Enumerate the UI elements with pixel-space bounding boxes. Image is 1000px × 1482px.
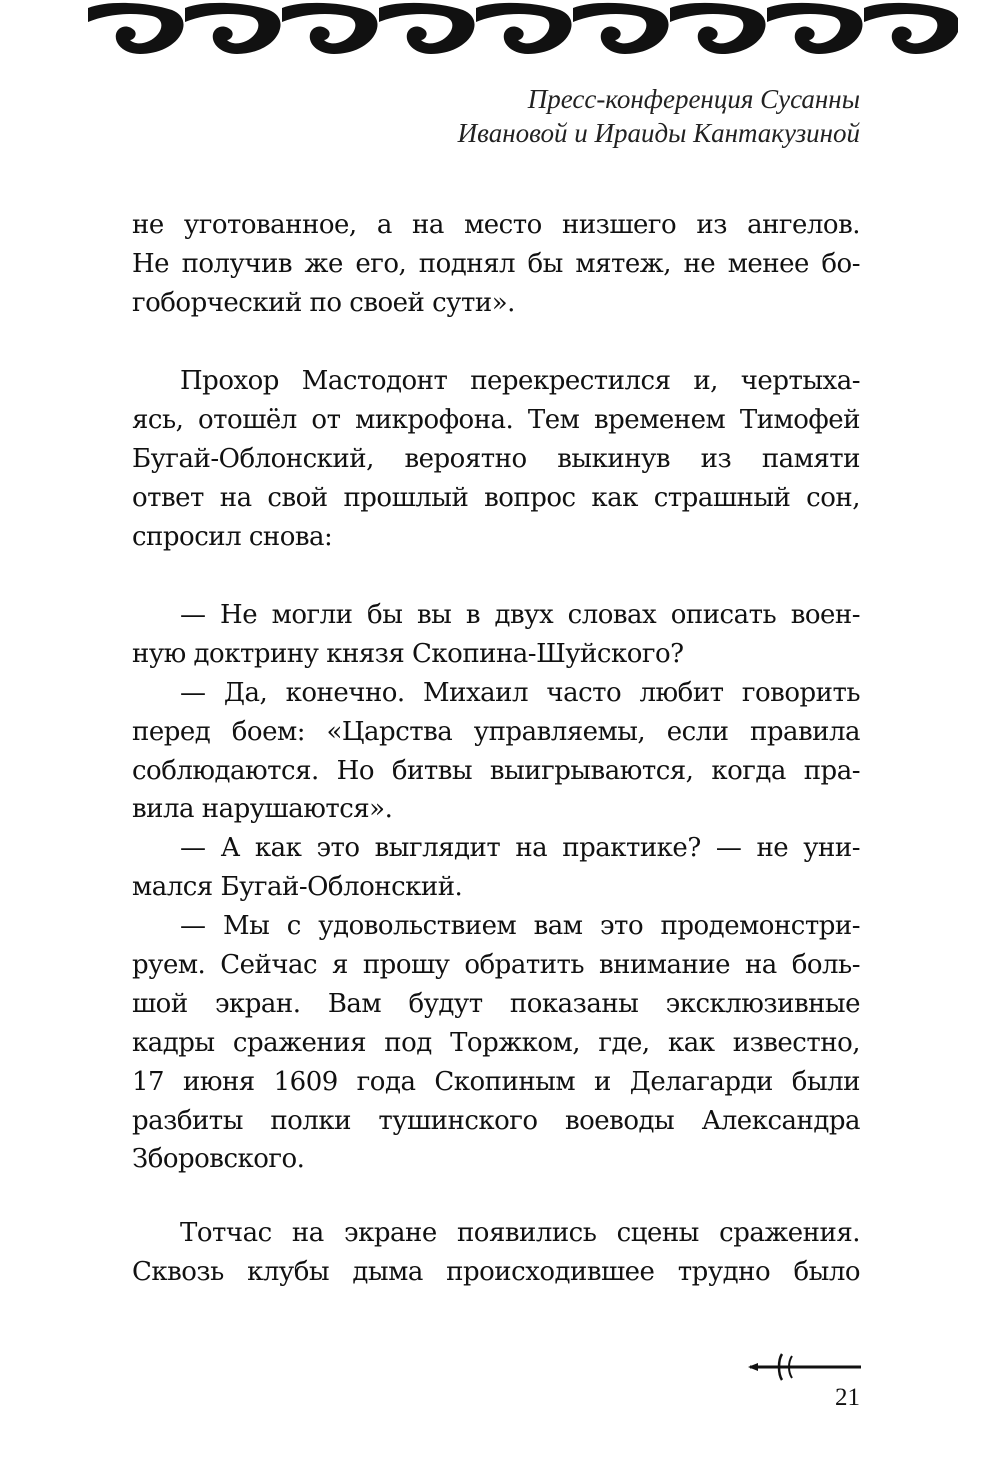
scroll-wave-ornament-icon (88, 0, 958, 60)
text-line: спросил снова: (132, 521, 333, 552)
dialogue-line: перед боем: «Царства управляемы, если правила (132, 716, 860, 747)
scroll-wave-motif (864, 3, 958, 54)
dialogue-block (132, 596, 860, 1179)
paragraph-continuation (132, 206, 860, 323)
page-number: 21 (835, 1384, 860, 1411)
scroll-wave-motif (476, 3, 572, 54)
dialogue-line: шой экран. Вам будут показаны эксклюзивные (132, 988, 860, 1019)
paragraph-narration (132, 1214, 860, 1292)
text-line: гоборческий по своей сути». (132, 287, 515, 318)
text-line: Тотчас на экране появились сцены сражения. (180, 1218, 860, 1248)
dialogue-line: Зборовского. (132, 1144, 305, 1175)
text-line: ответ на свой прошлый вопрос как страшный сон, (132, 482, 860, 513)
sword-rule-icon (748, 1350, 863, 1384)
dialogue-line: соблюдаются. Но битвы выигрываются, когда пра- (132, 755, 860, 786)
dialogue-line: — Не могли бы вы в двух словах описать воен- (180, 600, 860, 630)
dialogue-line: руем. Сейчас я прошу обратить внимание на боль- (132, 950, 860, 981)
scroll-wave-motif (670, 3, 766, 54)
scroll-wave-motif (573, 3, 669, 54)
text-line: Не получив же его, поднял бы мятеж, не менее бо- (132, 248, 860, 279)
dialogue-line: мался Бугай-Облонский. (132, 872, 463, 903)
text-line: Бугай-Облонский, вероятно выкинув из памяти (132, 443, 860, 474)
running-head-line: Пресс-конференция Сусанны (527, 84, 860, 114)
scroll-wave-motif (185, 3, 281, 54)
text-line: ясь, отошёл от микрофона. Тем временем Тимофей (132, 404, 860, 435)
dialogue-line: вила нарушаются». (132, 794, 393, 825)
dialogue-line: ную доктрину князя Скопина-Шуйского? (132, 638, 684, 669)
text-line: не уготованное, а на место низшего из ангелов. (132, 210, 860, 240)
scroll-wave-motif (282, 3, 378, 54)
dialogue-line: 17 июня 1609 года Скопиным и Делагарди были (132, 1066, 860, 1097)
scroll-wave-motif (379, 3, 475, 54)
running-head (458, 82, 860, 150)
text-line: Сквозь клубы дыма происходившее трудно было (132, 1256, 860, 1287)
dialogue-line: — Да, конечно. Михаил часто любит говорить (180, 677, 860, 708)
text-line: Прохор Мастодонт перекрестился и, чертыха- (180, 366, 860, 396)
dialogue-line: — А как это выглядит на практике? — не уни- (180, 833, 860, 864)
running-head-line: Ивановой и Ираиды Кантакузиной (457, 118, 860, 148)
dialogue-line: кадры сражения под Торжком, где, как известно, (132, 1027, 860, 1058)
dialogue-line: разбиты полки тушинского воеводы Александра (132, 1105, 860, 1136)
dialogue-line: — Мы с удовольствием вам это продемонстри- (180, 911, 860, 942)
paragraph-narration (132, 362, 860, 556)
scroll-wave-motif (767, 3, 863, 54)
